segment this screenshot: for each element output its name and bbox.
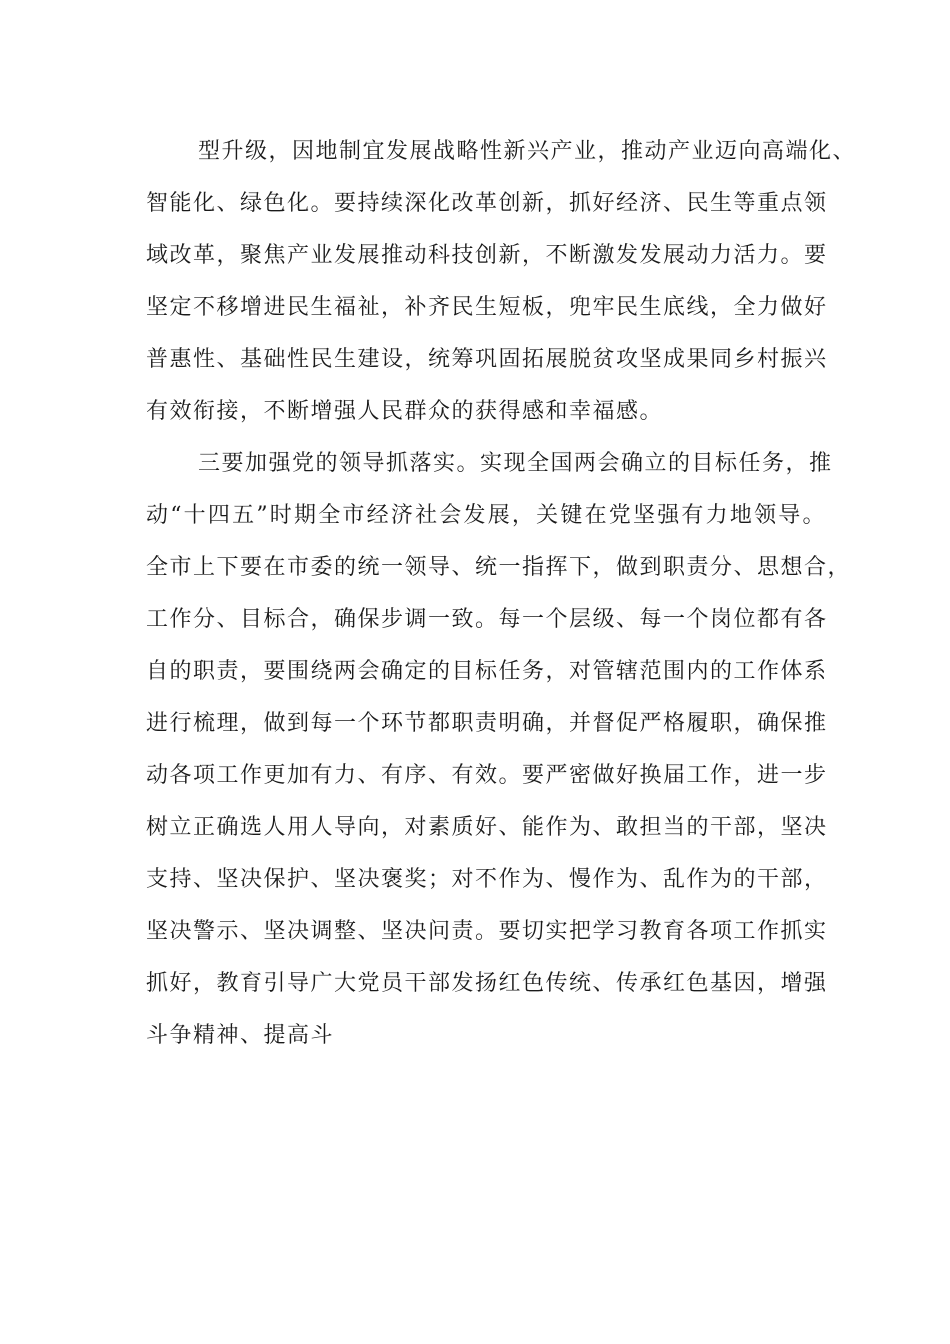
paragraph-1 [146, 126, 857, 438]
text-line: 智能化、绿色化。要持续深化改革创新，抓好经济、民生等重点领 [146, 191, 828, 216]
text-line: 进行梳理，做到每一个环节都职责明确，并督促严格履职，确保推 [146, 711, 828, 736]
paragraph-2 [146, 438, 852, 1062]
text-line: 自的职责，要围绕两会确定的目标任务，对管辖范围内的工作体系 [146, 659, 828, 684]
text-line: 三要加强党的领导抓落实。实现全国两会确立的目标任务，推 [198, 451, 833, 476]
body-text [146, 126, 857, 1062]
text-line: 动各项工作更加有力、有序、有效。要严密做好换届工作，进一步 [146, 763, 828, 788]
text-line: 动“十四五”时期全市经济社会发展，关键在党坚强有力地领导。 [146, 503, 826, 528]
text-line: 全市上下要在市委的统一领导、统一指挥下，做到职责分、思想合， [146, 555, 852, 580]
text-line: 坚定不移增进民生福祉，补齐民生短板，兜牢民生底线，全力做好 [146, 295, 828, 320]
text-line: 域改革，聚焦产业发展推动科技创新，不断激发发展动力活力。要 [146, 243, 828, 268]
text-line: 坚决警示、坚决调整、坚决问责。要切实把学习教育各项工作抓实 [146, 919, 828, 944]
text-line: 树立正确选人用人导向，对素质好、能作为、敢担当的干部，坚决 [146, 815, 828, 840]
text-line: 普惠性、基础性民生建设，统筹巩固拓展脱贫攻坚成果同乡村振兴 [146, 347, 828, 372]
text-line: 型升级，因地制宜发展战略性新兴产业，推动产业迈向高端化、 [198, 139, 857, 164]
text-line: 有效衔接，不断增强人民群众的获得感和幸福感。 [146, 399, 664, 424]
text-line: 支持、坚决保护、坚决褒奖；对不作为、慢作为、乱作为的干部， [146, 867, 828, 892]
text-line: 工作分、目标合，确保步调一致。每一个层级、每一个岗位都有各 [146, 607, 828, 632]
text-line: 斗争精神、提高斗 [146, 1023, 335, 1048]
text-line: 抓好，教育引导广大党员干部发扬红色传统、传承红色基因，增强 [146, 971, 828, 996]
